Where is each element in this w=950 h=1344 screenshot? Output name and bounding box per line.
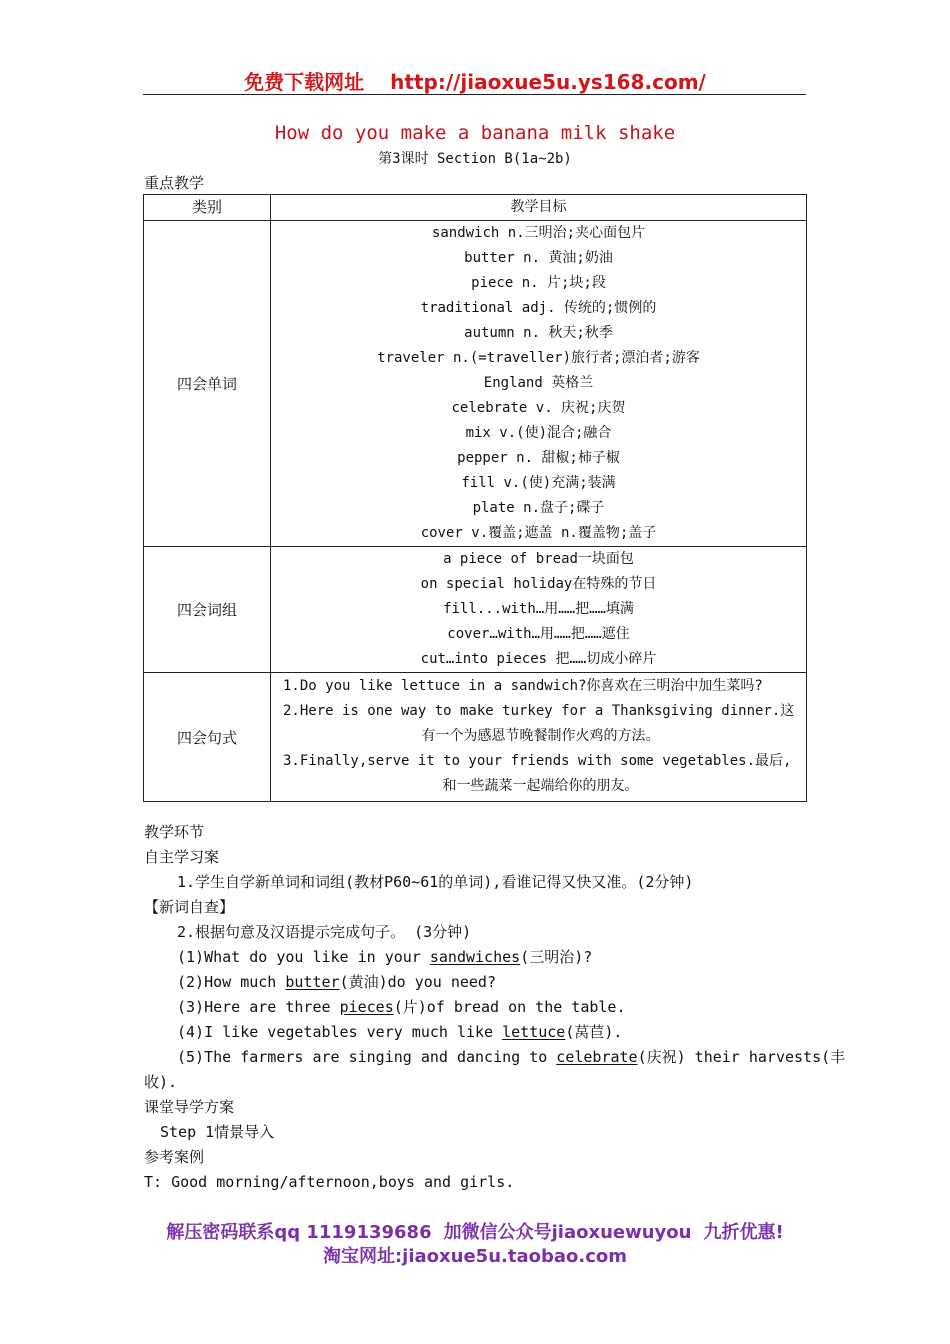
row-category: 四会词组 [144,547,271,673]
list-item: pepper n. 甜椒;柿子椒 [457,450,620,466]
self-study-item-2: 2.根据句意及汉语提示完成句子。 (3分钟) [177,923,472,941]
footer-taobao-link[interactable]: 淘宝网址:jiaoxue5u.taobao.com [322,1246,627,1267]
footer-qq: 解压密码联系qq 1119139686 [166,1222,432,1243]
header-divider [143,94,806,95]
teaching-steps-heading: 教学环节 [144,823,205,841]
table-row [144,673,807,802]
reference-heading: 参考案例 [144,1148,205,1166]
row-category: 四会句式 [144,673,271,802]
list-item: fill...with…用……把……填满 [443,601,634,617]
header-banner [0,66,950,95]
phrases-cell [271,547,807,673]
step-1-label: Step 1情景导入 [160,1123,275,1141]
col-goals-header: 教学目标 [271,195,807,221]
sentences-cell [271,673,807,802]
exercise-3: (3)Here are three pieces(片)of bread on the table. [177,998,626,1016]
lesson-title: How do you make a banana milk shake [274,122,676,144]
list-item: fill v.(使)充满;装满 [461,475,616,491]
self-study-item-1: 1.学生自学新单词和词组(教材P60~61的单词),看谁记得又快又准。(2分钟) [177,873,694,891]
objectives-table [143,194,807,802]
answer-5: celebrate [556,1048,638,1066]
table-row [144,221,807,547]
list-item: sandwich n.三明治;夹心面包片 [431,225,646,241]
col-category-header: 类别 [144,195,271,221]
list-item: cover v.覆盖;遮盖 n.覆盖物;盖子 [420,525,657,541]
footer-wechat: 加微信公众号jiaoxuewuyou [443,1222,692,1243]
list-item: on special holiday在特殊的节日 [420,576,657,592]
lesson-body [144,820,846,1195]
free-download-label: 免费下载网址 [244,70,365,94]
sentence-3: 3.Finally,serve it to your friends with some vegetables.最后, [283,753,792,769]
list-item: plate n.盘子;碟子 [472,500,605,516]
self-study-heading: 自主学习案 [144,848,220,866]
list-item: mix v.(使)混合;融合 [465,425,612,441]
teacher-line: T: Good morning/afternoon,boys and girls. [144,1173,515,1191]
vocabulary-cell [271,221,807,547]
footer-contact [0,1218,950,1244]
lesson-subtitle: 第3课时 Section B(1a~2b) [378,151,572,167]
sentence-3-translation: 和一些蔬菜一起端给你的朋友。 [442,778,639,794]
exercise-4: (4)I like vegetables very much like lettuce(莴苣). [177,1023,623,1041]
list-item: a piece of bread一块面包 [443,551,634,567]
list-item: piece n. 片;块;段 [471,275,606,291]
list-item: celebrate v. 庆祝;庆贺 [451,400,626,416]
list-item: traditional adj. 传统的;惯例的 [420,300,657,316]
answer-3: pieces [339,998,394,1016]
list-item: England 英格兰 [483,375,594,391]
class-guide-heading: 课堂导学方案 [144,1098,235,1116]
list-item: cover…with…用……把……遮住 [447,626,630,642]
exercise-5-continued: 收). [144,1073,178,1091]
exercise-1: (1)What do you like in your sandwiches(三明治)? [177,948,593,966]
exercise-5: (5)The farmers are singing and dancing to celebrate(庆祝) their harvests(丰 [177,1048,846,1066]
new-words-check-heading: 【新词自查】 [144,898,235,916]
row-category: 四会单词 [144,221,271,547]
table-row [144,547,807,673]
footer-discount: 九折优惠! [703,1222,784,1243]
key-teaching-label: 重点教学 [144,174,205,192]
answer-2: butter [285,973,340,991]
list-item: butter n. 黄油;奶油 [464,250,613,266]
list-item: traveler n.(=traveller)旅行者;漂泊者;游客 [377,350,700,366]
answer-4: lettuce [502,1023,566,1041]
answer-1: sandwiches [429,948,521,966]
sentence-2-translation: 有一个为感恩节晚餐制作火鸡的方法。 [421,728,660,744]
header-url-link[interactable]: http://jiaoxue5u.ys168.com/ [390,70,706,94]
exercise-2: (2)How much butter(黄油)do you need? [177,973,496,991]
sentence-1: 1.Do you like lettuce in a sandwich?你喜欢在三明治中加生菜吗? [283,678,763,694]
list-item: autumn n. 秋天;秋季 [464,325,613,341]
table-header-row [144,195,807,221]
sentence-2: 2.Here is one way to make turkey for a Thanksgiving dinner.这 [283,703,795,719]
list-item: cut…into pieces 把……切成小碎片 [420,651,657,667]
